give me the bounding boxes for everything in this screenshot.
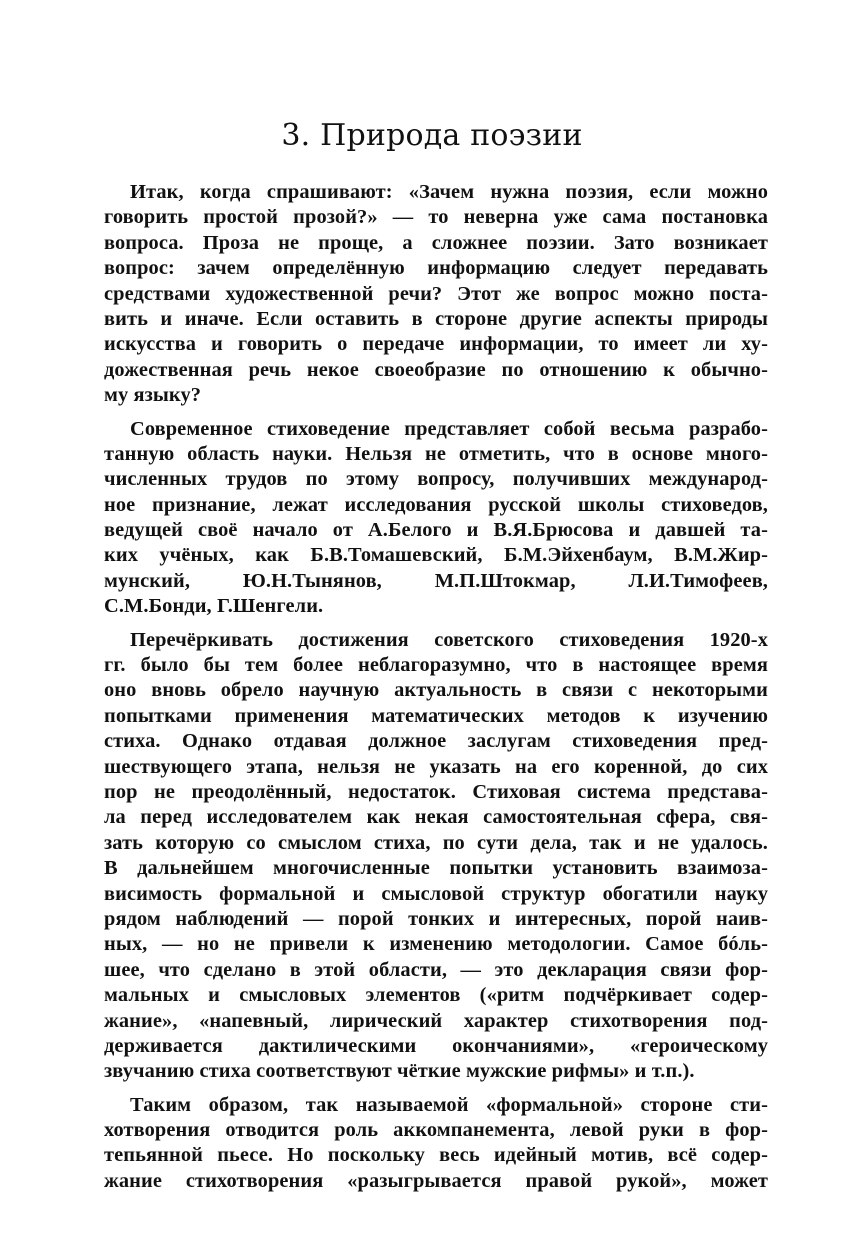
text-line: В дальнейшем многочисленные попытки установить взаимоза- — [104, 857, 768, 880]
text-line: говорить простой прозой?» — то неверна уже сама постановка — [104, 206, 768, 229]
text-line: ких учёных, как Б.В.Томашевский, Б.М.Эйхенбаум, В.М.Жир- — [104, 544, 768, 567]
text-line: С.М.Бонди, Г.Шенгели. — [104, 595, 324, 618]
text-line: вопроса. Проза не проще, а сложнее поэзии. Зато возникает — [104, 231, 768, 254]
text-line: оно вновь обрело научную актуальность в связи с некоторыми — [104, 679, 768, 702]
chapter-title: 3. Природа поэзии — [281, 118, 583, 153]
body-text — [104, 180, 768, 1194]
text-line: гг. было бы тем более неблагоразумно, что в настоящее время — [104, 654, 768, 677]
text-line: ных, — но не привели к изменению методологии. Самое бóль- — [104, 933, 768, 956]
text-line: хотворения отводится роль аккомпанемента, левой руки в фор- — [104, 1119, 768, 1142]
text-line: попытками применения математических методов к изучению — [104, 704, 768, 727]
paragraph — [104, 417, 768, 620]
text-line: численных трудов по этому вопросу, получивших международ- — [104, 468, 768, 491]
text-line: мунский, Ю.Н.Тынянов, М.П.Штокмар, Л.И.Тимофеев, — [104, 569, 768, 592]
text-line: Перечёркивать достижения советского стиховедения 1920-х — [130, 628, 768, 651]
text-line: дожественная речь некое своеобразие по отношению к обычно- — [104, 358, 768, 381]
text-line: искусства и говорить о передаче информации, то имеет ли ху- — [104, 333, 768, 356]
text-line: средствами художественной речи? Этот же вопрос можно поста- — [104, 282, 768, 305]
text-line: пор не преодолённый, недостаток. Стиховая система представа- — [104, 780, 768, 803]
text-line: му языку? — [104, 384, 202, 407]
text-line: Итак, когда спрашивают: «Зачем нужна поэзия, если можно — [130, 181, 768, 203]
paragraph — [104, 1093, 768, 1195]
text-line: жание», «напевный, лирический характер стихотворения под- — [104, 1009, 768, 1032]
text-line: Современное стиховедение представляет собой весьма разрабо- — [130, 417, 768, 440]
text-line: ведущей своё начало от А.Белого и В.Я.Брюсова и давшей та- — [104, 519, 768, 542]
text-line: ное признание, лежат исследования русской школы стиховедов, — [104, 493, 768, 516]
paragraph — [104, 180, 768, 409]
text-line: держивается дактилическими окончаниями», «героическому — [104, 1034, 768, 1057]
text-line: шествующего этапа, нельзя не указать на его коренной, до сих — [104, 755, 768, 778]
text-line: вить и иначе. Если оставить в стороне другие аспекты природы — [104, 307, 768, 330]
text-line: танную область науки. Нельзя не отметить, что в основе много- — [104, 442, 768, 465]
text-line: ла перед исследователем как некая самостоятельная сфера, свя- — [104, 806, 768, 829]
text-line: висимость формальной и смысловой структур обогатили науку — [104, 882, 768, 905]
text-line: звучанию стиха соответствуют чёткие мужские рифмы» и т.п.). — [104, 1060, 695, 1083]
text-line: стиха. Однако отдавая должное заслугам стиховедения пред- — [104, 730, 768, 753]
text-line: шее, что сделано в этой области, — это декларация связи фор- — [104, 958, 768, 981]
text-line: зать которую со смыслом стиха, по сути дела, так и не удалось. — [104, 831, 768, 854]
paragraph — [104, 628, 768, 1085]
text-line: тепьянной пьесе. Но поскольку весь идейный мотив, всё содер- — [104, 1144, 768, 1167]
text-line: жание стихотворения «разыгрывается правой рукой», может — [104, 1169, 768, 1192]
text-line: вопрос: зачем определённую информацию следует передавать — [104, 257, 768, 280]
text-line: Таким образом, так называемой «формальной» стороне сти- — [130, 1093, 768, 1116]
text-line: рядом наблюдений — порой тонких и интересных, порой наив- — [104, 907, 768, 930]
text-line: мальных и смысловых элементов («ритм подчёркивает содер- — [104, 984, 768, 1007]
